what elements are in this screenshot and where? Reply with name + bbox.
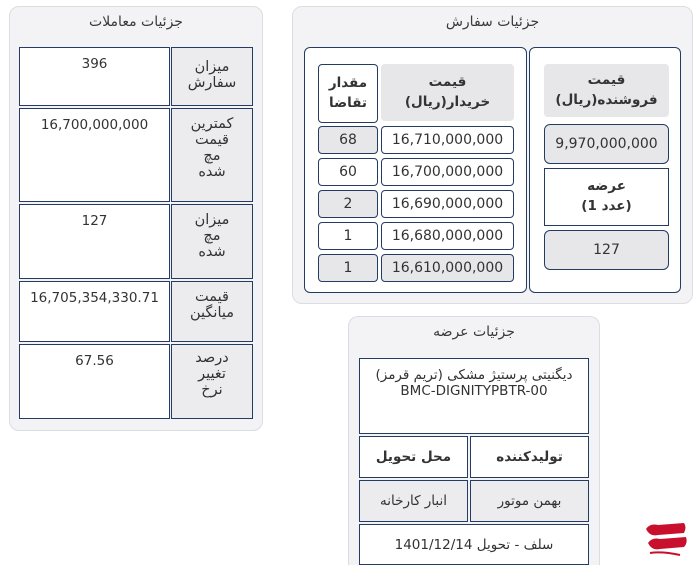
transactions-label-avg-price: قیمت میانگین (171, 281, 253, 342)
bid-qty-2: 60 (318, 158, 378, 186)
transactions-title: جزئیات معاملات (89, 14, 183, 30)
seller-section (529, 47, 681, 293)
transactions-label-order-qty: میزان سفارش (171, 47, 253, 106)
transactions-label-matched-qty: میزان مچ شده (171, 204, 253, 279)
location-value: انبار کارخانه (359, 480, 468, 522)
bid-qty-3: 2 (318, 190, 378, 218)
offer-panel (348, 316, 600, 565)
transactions-value-min-price: 16,700,000,000 (19, 108, 170, 202)
bid-price-4: 16,680,000,000 (381, 222, 514, 250)
seller-price-value: 9,970,000,000 (544, 124, 669, 164)
bid-qty-4: 1 (318, 222, 378, 250)
transactions-value-avg-price: 16,705,354,330.71 (19, 281, 170, 342)
transactions-value-matched-qty: 127 (19, 204, 170, 279)
offer-product-box (359, 358, 589, 434)
supply-value: 127 (544, 230, 669, 270)
transactions-value-change-pct: 67.56 (19, 344, 170, 419)
demand-header-box (318, 64, 378, 123)
location-header: محل تحویل (359, 436, 468, 478)
transactions-value-order-qty: 396 (19, 47, 170, 106)
producer-header: تولیدکننده (470, 436, 589, 478)
bid-price-3: 16,690,000,000 (381, 190, 514, 218)
transactions-label-min-price: کمترین قیمت مچ شده (171, 108, 253, 202)
transactions-label-change-pct: درصد تغییر نرخ (171, 344, 253, 419)
demand-header: مقدار تقاضا (328, 74, 368, 111)
supply-header-box (544, 168, 669, 226)
transactions-table (19, 45, 252, 421)
order-panel (292, 6, 693, 304)
bid-price-5: 16,610,000,000 (381, 254, 514, 282)
bid-qty-1: 68 (318, 126, 378, 154)
buy-price-header: قیمت خریدار(ریال) (381, 64, 514, 121)
order-title: جزئیات سفارش (445, 14, 540, 30)
producer-value: بهمن موتور (470, 480, 589, 522)
bid-qty-5: 1 (318, 254, 378, 282)
logo-mark-icon (644, 521, 688, 559)
offer-title: جزئیات عرضه (433, 324, 515, 340)
transactions-panel (9, 6, 263, 431)
bid-price-1: 16,710,000,000 (381, 126, 514, 154)
delivery-info: سلف - تحویل 1401/12/14 (359, 524, 589, 565)
persian-khodro-logo (644, 521, 688, 559)
bid-price-2: 16,700,000,000 (381, 158, 514, 186)
bids-section (304, 47, 527, 293)
seller-price-header: قیمت فروشنده(ریال) (544, 64, 669, 117)
supply-header: عرضه (1 عدد) (581, 178, 632, 214)
offer-product-name: دیگنیتی پرستیژ مشکی (تریم قرمز) BMC-DIGNITYPBTR-00 (375, 367, 573, 400)
